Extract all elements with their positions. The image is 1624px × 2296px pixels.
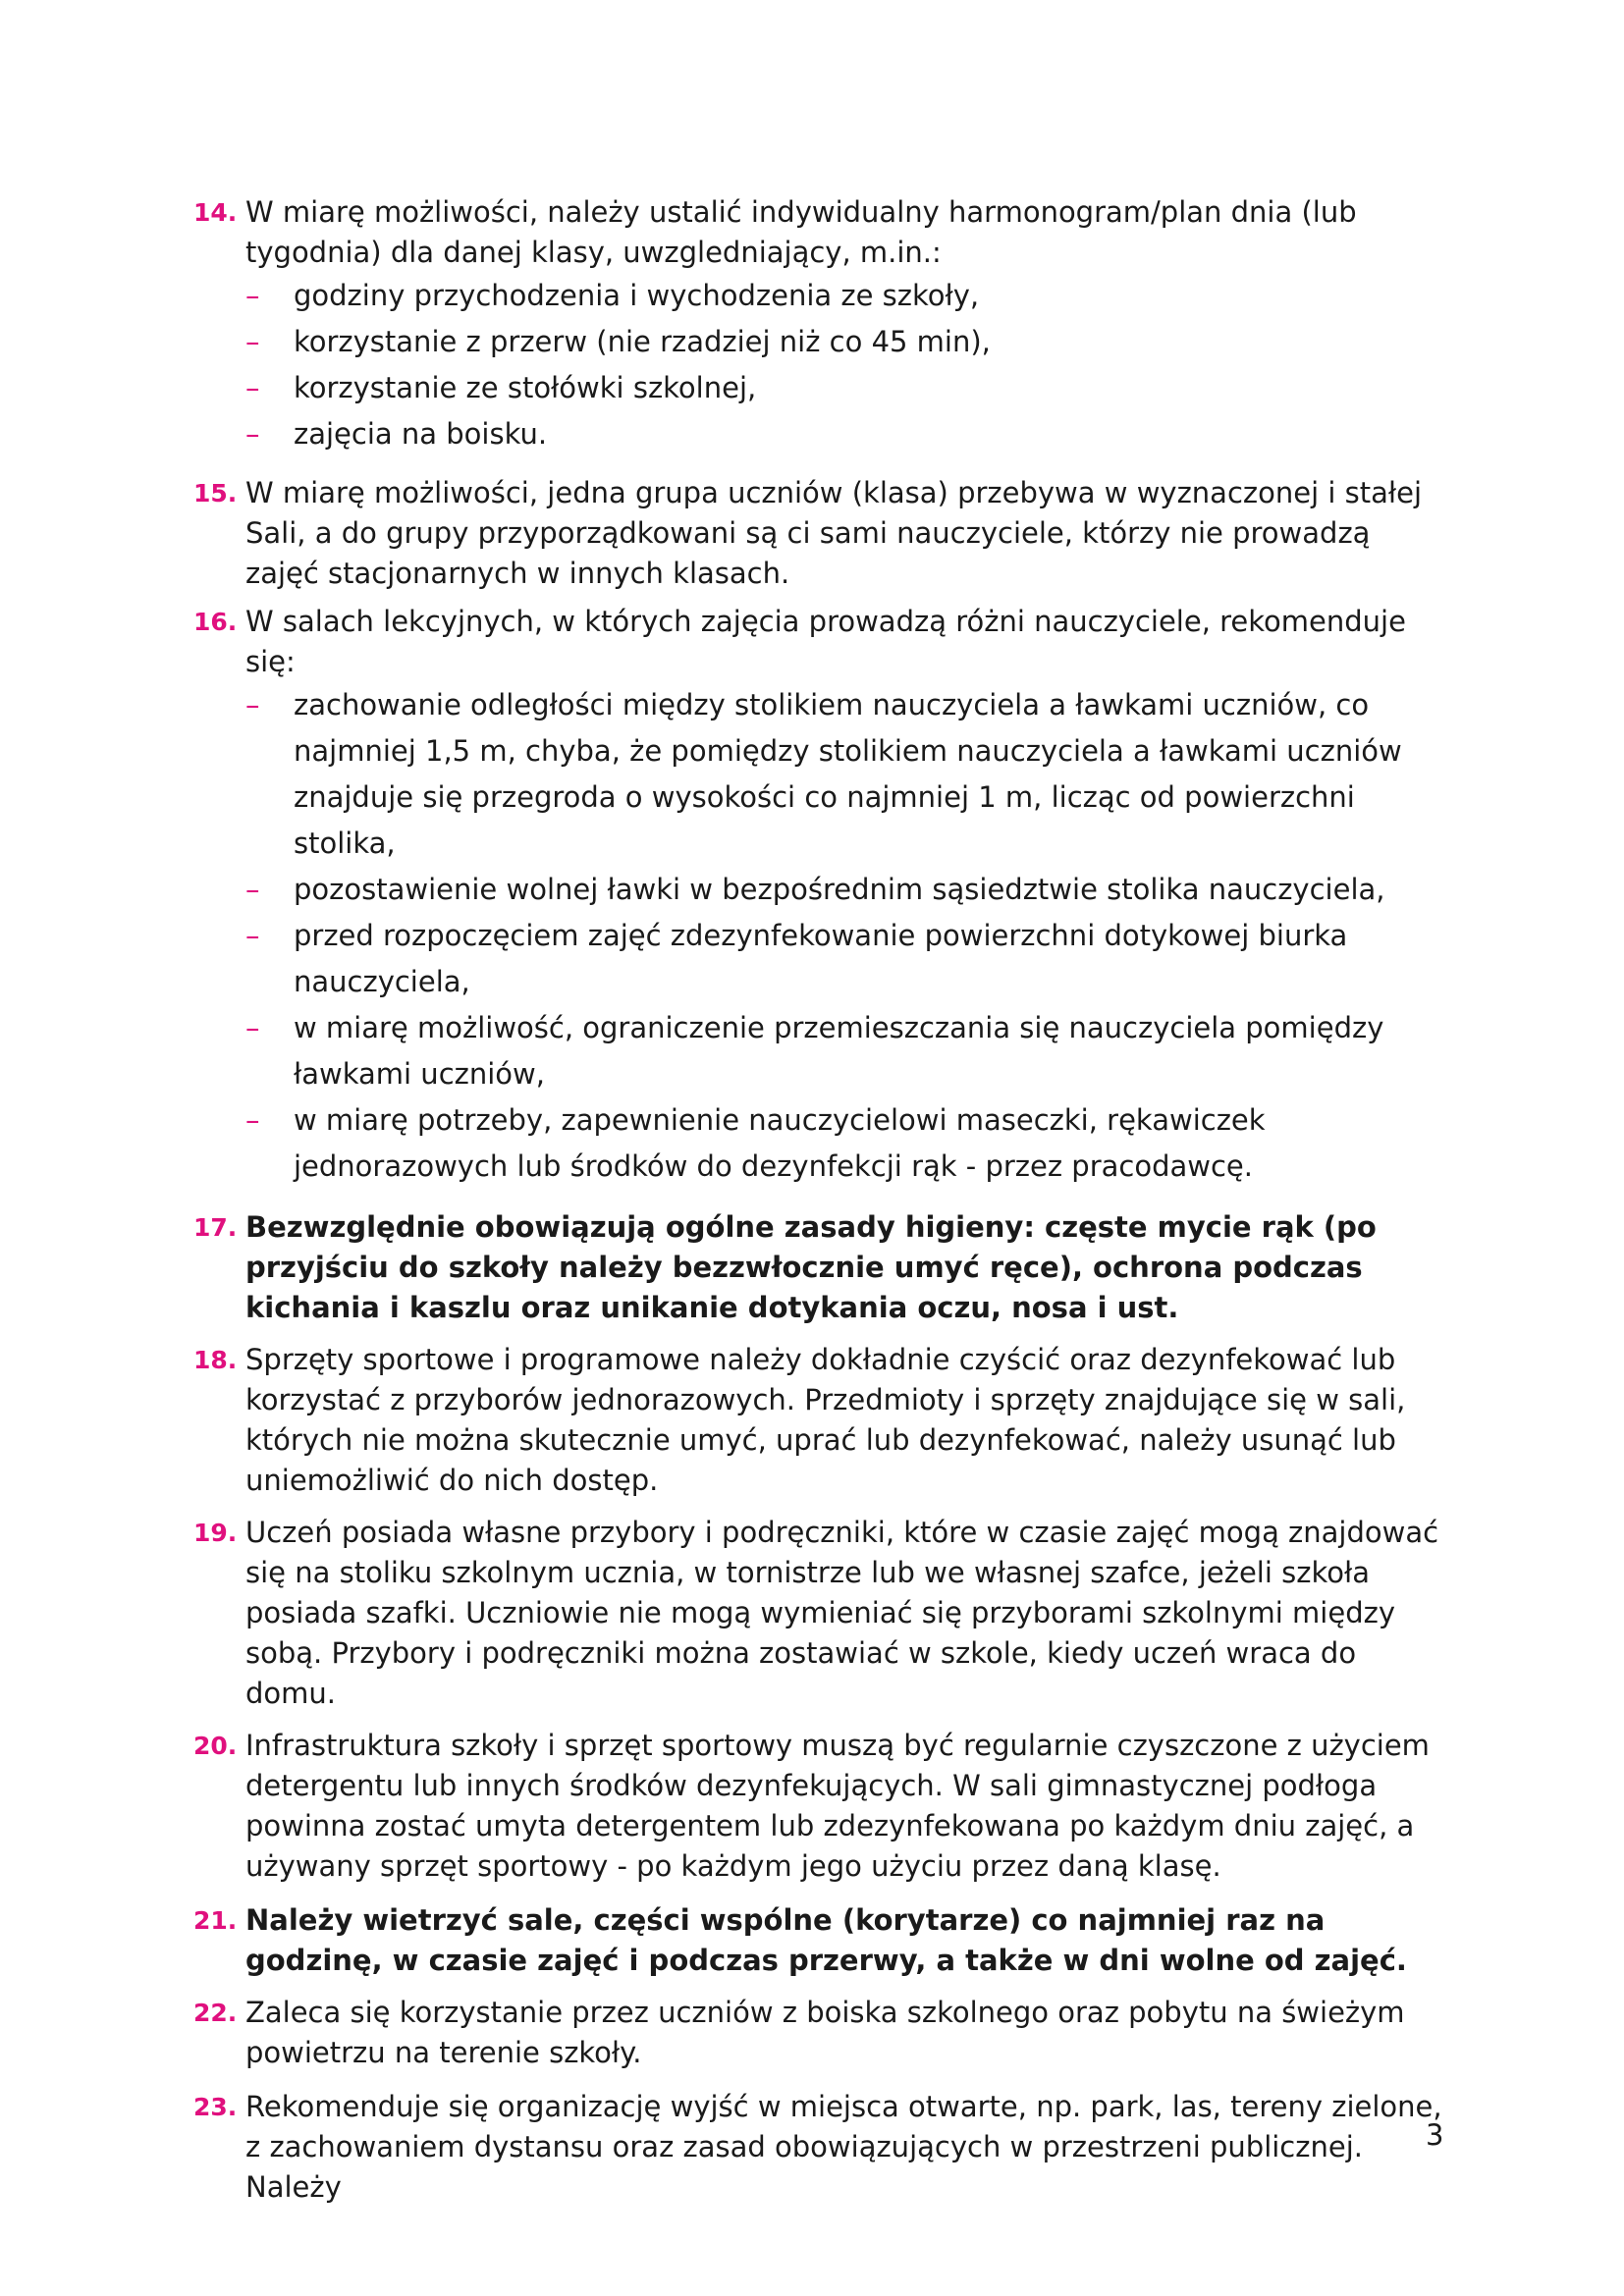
item-text: Bezwzględnie obowiązują ogólne zasady higieny: częste mycie rąk (po przyjściu do szkoły należy bezzwłocznie umyć ręce), ochrona podczas kichania i kaszlu oraz unikanie dotykania oczu, nosa i ust. bbox=[245, 1210, 1377, 1324]
item-number: 19. bbox=[193, 1519, 238, 1547]
dash-marker: – bbox=[245, 279, 260, 312]
dash-marker: – bbox=[245, 417, 260, 451]
item-number: 23. bbox=[193, 2093, 238, 2121]
list-item-21 bbox=[193, 1900, 1450, 1981]
dash-marker: – bbox=[245, 688, 260, 721]
dash-marker: – bbox=[245, 873, 260, 906]
item-text: Infrastruktura szkoły i sprzęt sportowy muszą być regularnie czyszczone z użyciem detergentu lub innych środków dezynfekujących. W sali gimnastycznej podłoga powinna zostać umyta detergentem lub zdezynfekowana po każdym dniu zajęć, a używany sprzęt sportowy - po każdym jego użyciu przez daną klasę. bbox=[245, 1729, 1430, 1883]
list-item-14 bbox=[193, 192, 1450, 457]
list-item-20 bbox=[193, 1726, 1450, 1887]
item-number: 15. bbox=[193, 479, 238, 507]
item-text: Sprzęty sportowe i programowe należy dokładnie czyścić oraz dezynfekować lub korzystać z przyborów jednorazowych. Przedmioty i sprzęty znajdujące się w sali, których nie można skutecznie umyć, uprać lub dezynfekować, należy usunąć lub uniemożliwić do nich dostęp. bbox=[245, 1343, 1406, 1497]
item-text: Należy wietrzyć sale, części wspólne (korytarze) co najmniej raz na godzinę, w czasie zajęć i podczas przerwy, a także w dni wolne od zajęć. bbox=[245, 1903, 1407, 1977]
item-number: 14. bbox=[193, 198, 238, 227]
sub-list-item: – korzystanie ze stołówki szkolnej, bbox=[245, 365, 1450, 411]
list-item-17 bbox=[193, 1207, 1450, 1328]
dash-marker: – bbox=[245, 371, 260, 404]
item-number: 18. bbox=[193, 1346, 238, 1374]
list-item-19 bbox=[193, 1513, 1450, 1714]
item-text: W miarę możliwości, należy ustalić indywidualny harmonogram/plan dnia (lub tygodnia) dla danej klasy, uwzgledniający, m.in.: bbox=[245, 195, 1357, 269]
sub-list bbox=[245, 273, 1450, 457]
sub-list-item: – w miarę możliwość, ograniczenie przemieszczania się nauczyciela pomiędzy ławkami uczniów, bbox=[245, 1005, 1450, 1097]
dash-marker: – bbox=[245, 1011, 260, 1044]
page-number: 3 bbox=[1426, 2118, 1444, 2152]
item-number: 17. bbox=[193, 1213, 238, 1242]
dash-marker: – bbox=[245, 1103, 260, 1137]
item-text: W salach lekcyjnych, w których zajęcia prowadzą różni nauczyciele, rekomenduje się: bbox=[245, 605, 1406, 678]
sub-list-item: – pozostawienie wolnej ławki w bezpośrednim sąsiedztwie stolika nauczyciela, bbox=[245, 867, 1450, 913]
item-text: Uczeń posiada własne przybory i podręczniki, które w czasie zajęć mogą znajdować się na stoliku szkolnym ucznia, w tornistrze lub we własnej szafce, jeżeli szkoła posiada szafki. Uczniowie nie mogą wymieniać się przyborami szkolnymi między sobą. Przybory i podręczniki można zostawiać w szkole, kiedy uczeń wraca do domu. bbox=[245, 1516, 1439, 1710]
list-item-23 bbox=[193, 2087, 1450, 2208]
item-text: Zaleca się korzystanie przez uczniów z boiska szkolnego oraz pobytu na świeżym powietrzu na terenie szkoły. bbox=[245, 1996, 1405, 2069]
item-number: 21. bbox=[193, 1906, 238, 1935]
document-page bbox=[193, 192, 1450, 2208]
dash-marker: – bbox=[245, 919, 260, 952]
sub-list-item: – zajęcia na boisku. bbox=[245, 411, 1450, 457]
sub-list-item: – korzystanie z przerw (nie rzadziej niż co 45 min), bbox=[245, 319, 1450, 365]
dash-marker: – bbox=[245, 325, 260, 358]
sub-list-item: – godziny przychodzenia i wychodzenia ze szkoły, bbox=[245, 273, 1450, 319]
list-item-16 bbox=[193, 602, 1450, 1190]
sub-list-item: – w miarę potrzeby, zapewnienie nauczycielowi maseczki, rękawiczek jednorazowych lub środków do dezynfekcji rąk - przez pracodawcę. bbox=[245, 1097, 1450, 1190]
item-text: W miarę możliwości, jedna grupa uczniów (klasa) przebywa w wyznaczonej i stałej Sali, a do grupy przyporządkowani są ci sami nauczyciele, którzy nie prowadzą zajęć stacjonarnych w innych klasach. bbox=[245, 476, 1423, 590]
list-item-18 bbox=[193, 1340, 1450, 1501]
sub-list-item: – zachowanie odległości między stolikiem nauczyciela a ławkami uczniów, co najmniej 1,5 m, chyba, że pomiędzy stolikiem nauczyciela a ławkami uczniów znajduje się przegroda o wysokości co najmniej 1 m, licząc od powierzchni stolika, bbox=[245, 682, 1450, 867]
item-text: Rekomenduje się organizację wyjść w miejsca otwarte, np. park, las, tereny zielone, z zachowaniem dystansu oraz zasad obowiązujących w przestrzeni publicznej. Należy bbox=[245, 2090, 1442, 2204]
item-number: 20. bbox=[193, 1732, 238, 1760]
sub-list bbox=[245, 682, 1450, 1190]
item-number: 22. bbox=[193, 1999, 238, 2027]
list-item-15 bbox=[193, 473, 1450, 594]
list-item-22 bbox=[193, 1993, 1450, 2073]
item-number: 16. bbox=[193, 608, 238, 636]
sub-list-item: – przed rozpoczęciem zajęć zdezynfekowanie powierzchni dotykowej biurka nauczyciela, bbox=[245, 913, 1450, 1005]
